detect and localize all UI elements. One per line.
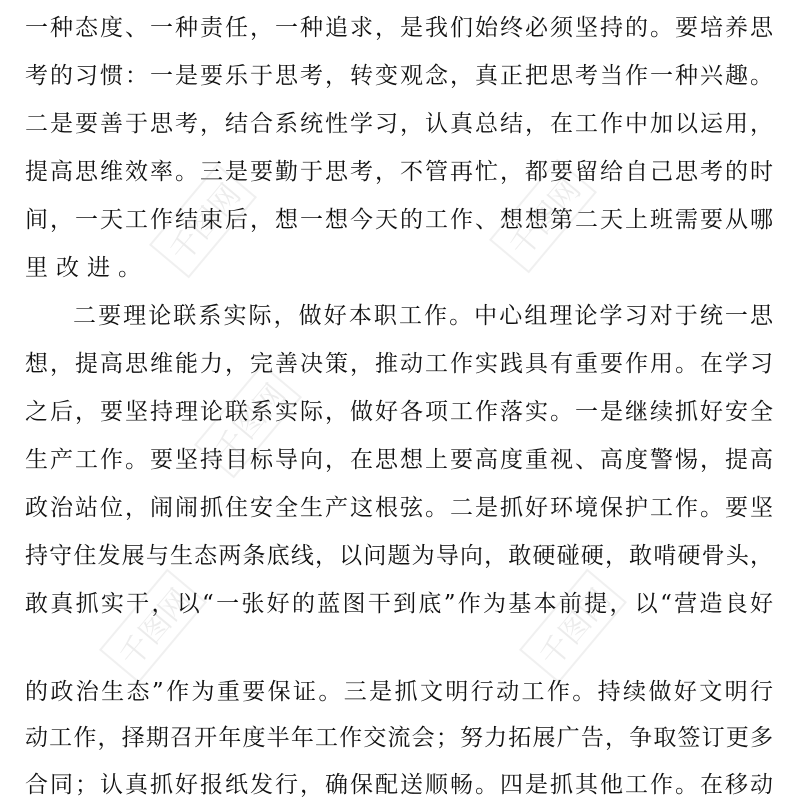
watermark: 千图网 <box>149 164 257 279</box>
watermark: 千图网 <box>489 159 597 274</box>
text-line: 二是要善于思考，结合系统性学习，认真总结，在工作中加以运用， <box>25 111 773 137</box>
watermark: 千图网 <box>99 569 207 684</box>
watermark: 千图网 <box>519 569 627 684</box>
text-line: 动工作，择期召开年度半年工作交流会；努力拓展广告，争取签订更多 <box>25 725 773 751</box>
text-line: 之后，要坚持理论联系实际，做好各项工作落实。一是继续抓好安全 <box>25 399 773 425</box>
text-line: 持守住发展与生态两条底线，以问题为导向，敢硬碰硬，敢啃硬骨头， <box>25 543 773 569</box>
text-line: 提高思维效率。三是要勤于思考，不管再忙，都要留给自己思考的时 <box>25 159 773 185</box>
text-line: 里改进。 <box>25 255 149 281</box>
text-line: 间，一天工作结束后，想一想今天的工作、想想第二天上班需要从哪 <box>25 207 773 233</box>
text-line: 政治站位，闹闹抓住安全生产这根弦。二是抓好环境保护工作。要坚 <box>25 495 773 521</box>
text-line: 一种态度、一种责任，一种追求，是我们始终必须坚持的。要培养思 <box>25 15 773 41</box>
text-line: 想，提高思维能力，完善决策，推动工作实践具有重要作用。在学习 <box>25 351 773 377</box>
text-line: 敢真抓实干，以“一张好的蓝图干到底”作为基本前提，以“营造良好 <box>25 591 773 617</box>
paragraph-first-line: 二要理论联系实际，做好本职工作。中心组理论学习对于统一思 <box>73 303 773 329</box>
text-line: 的政治生态”作为重要保证。三是抓文明行动工作。持续做好文明行 <box>25 679 773 705</box>
watermark: 千图网 <box>194 364 302 479</box>
text-line: 考的习惯：一是要乐于思考，转变观念，真正把思考当作一种兴趣。 <box>25 63 773 89</box>
text-line: 合同；认真抓好报纸发行，确保配送顺畅。四是抓其他工作。在移动 <box>25 772 773 798</box>
text-line: 生产工作。要坚持目标导向，在思想上要高度重视、高度警惕，提高 <box>25 447 773 473</box>
